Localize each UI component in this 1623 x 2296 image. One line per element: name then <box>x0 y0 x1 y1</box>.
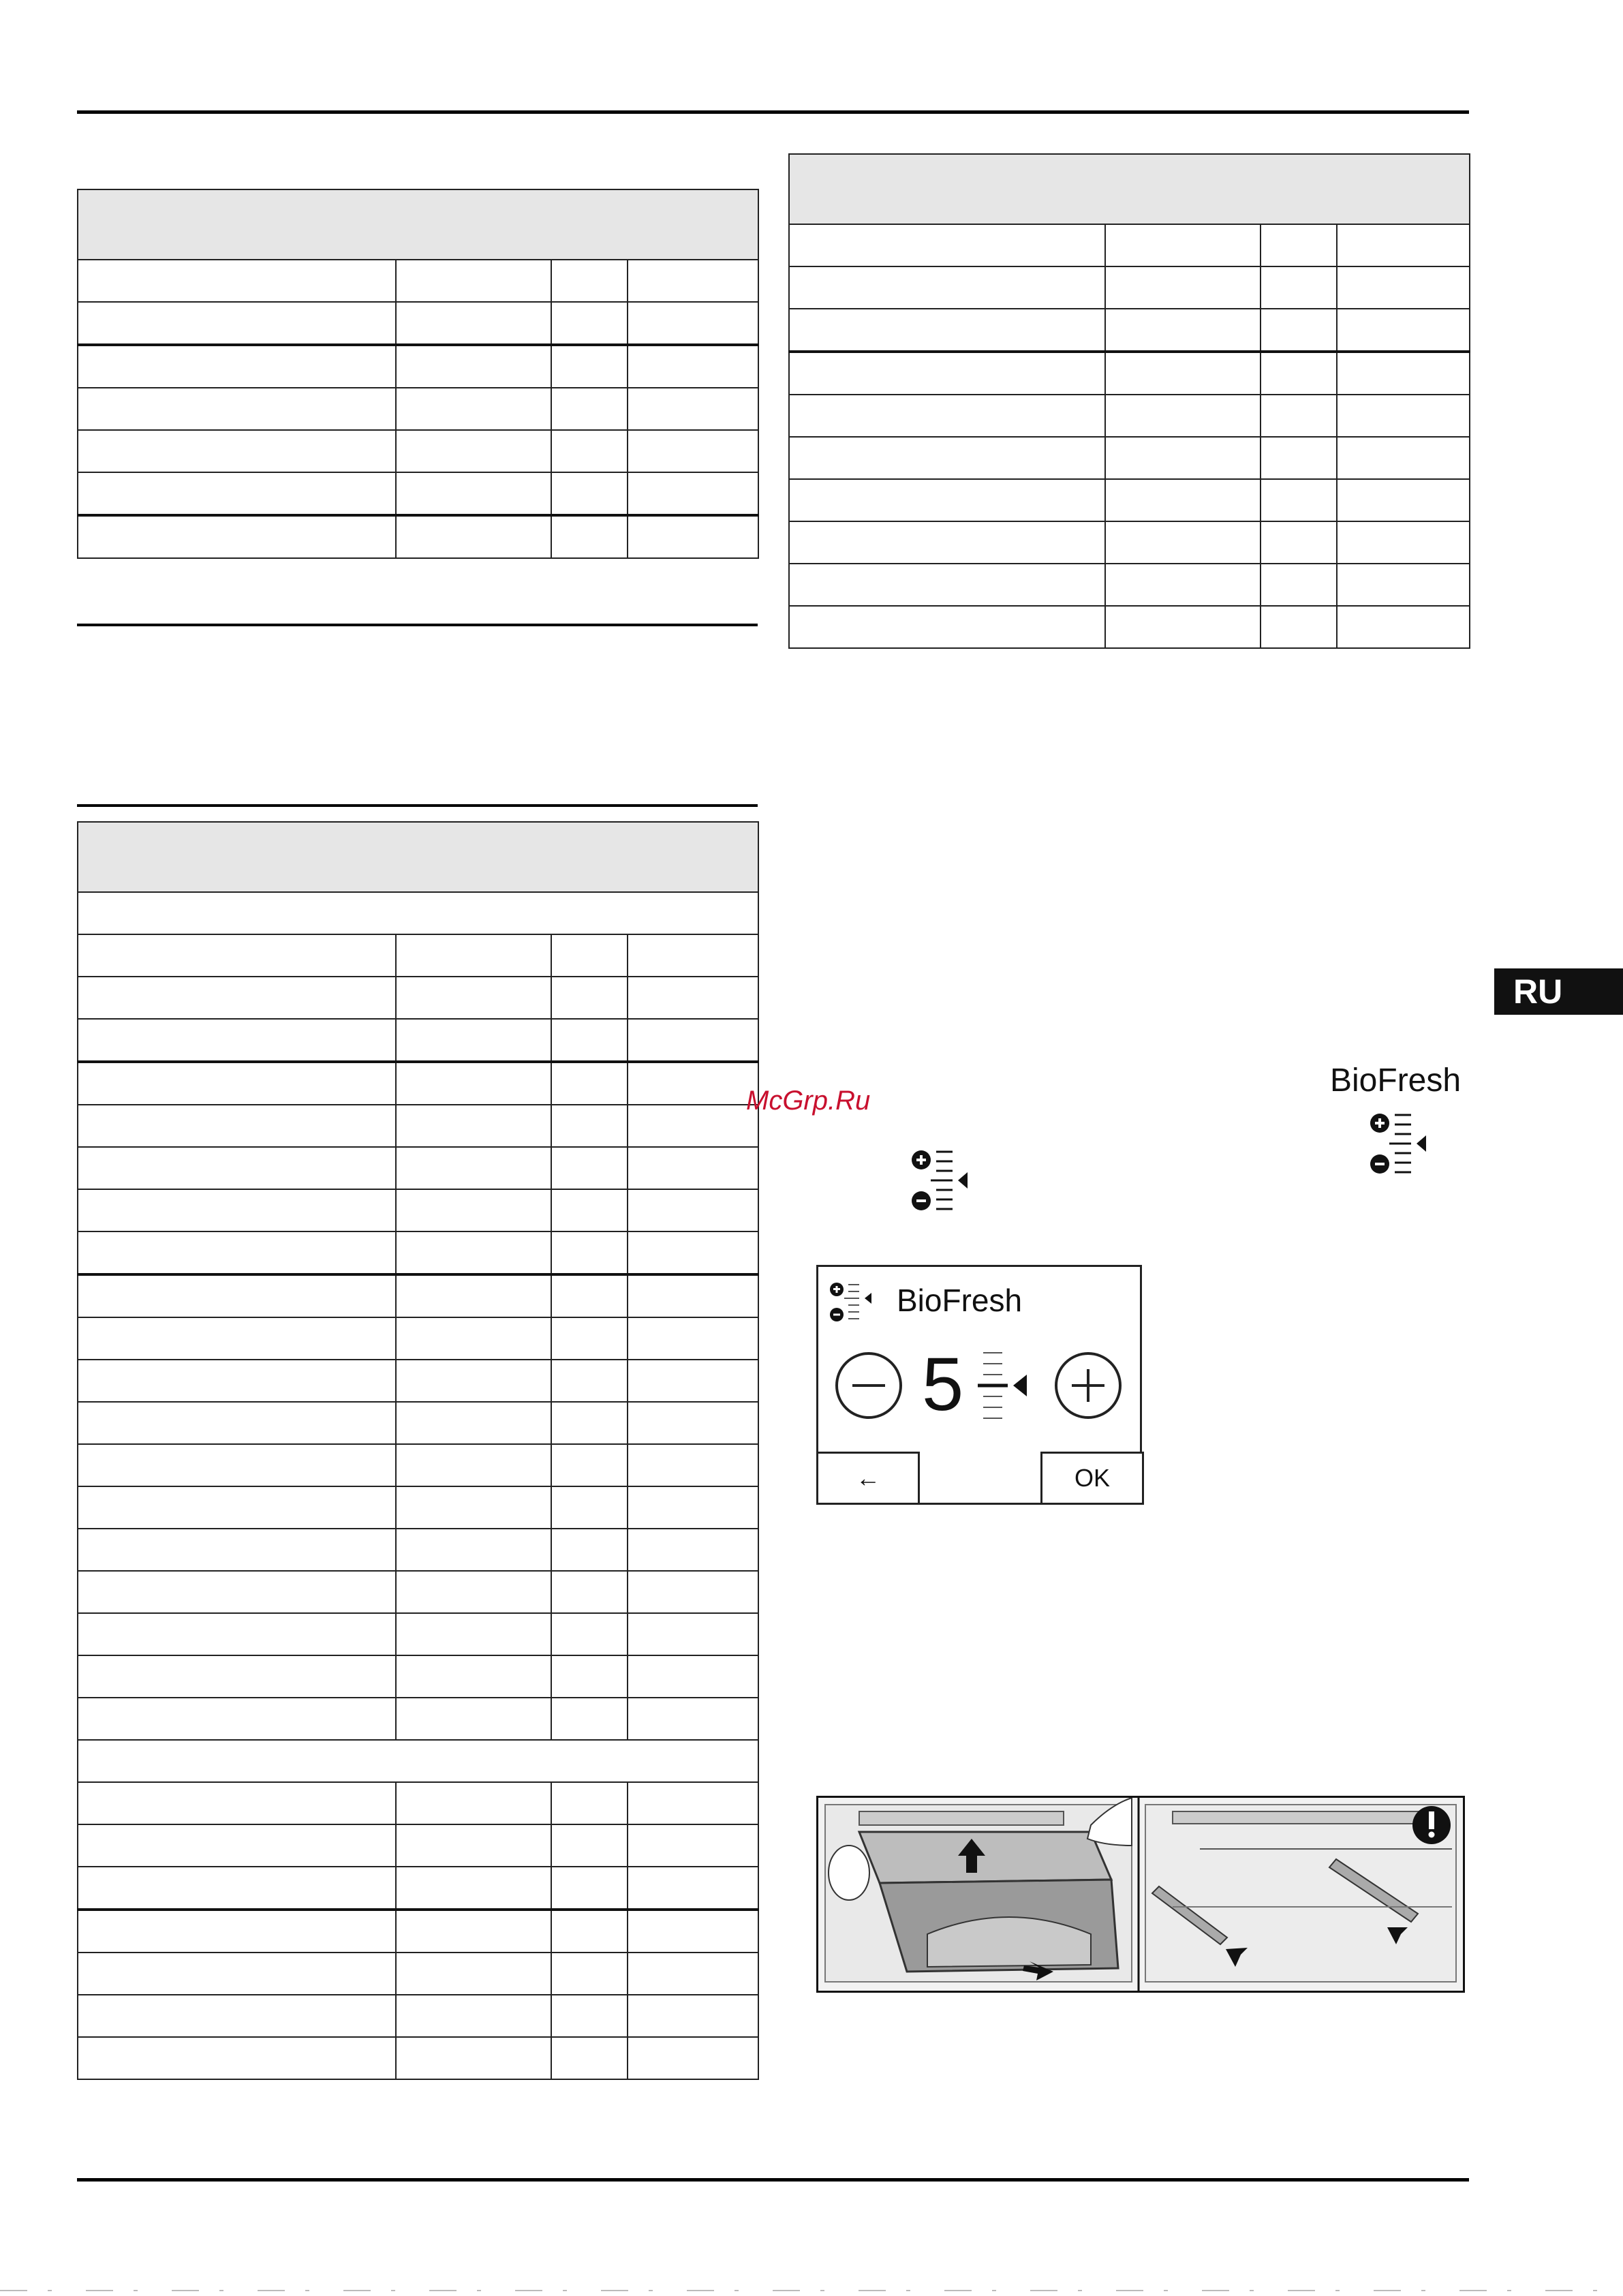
table-row <box>789 564 1470 606</box>
table-header <box>78 189 758 260</box>
plus-circle-icon[interactable] <box>1053 1350 1124 1421</box>
table-row <box>78 1698 758 1740</box>
table-row <box>789 479 1470 521</box>
table-row <box>78 934 758 977</box>
table-row <box>789 606 1470 648</box>
header-rule <box>77 110 1469 114</box>
table-row <box>78 1867 758 1910</box>
table-row <box>78 1105 758 1147</box>
table-row <box>78 1782 758 1824</box>
plus-minus-level-icon <box>909 1148 972 1213</box>
table-row <box>78 1231 758 1274</box>
ok-button[interactable]: OK <box>1040 1452 1144 1505</box>
table-row <box>78 302 758 345</box>
watermark: McGrp.Ru <box>746 1086 871 1116</box>
table-header <box>78 822 758 892</box>
back-button[interactable]: ← <box>816 1452 920 1505</box>
level-value: 5 <box>922 1343 964 1426</box>
table-row <box>78 472 758 515</box>
table-subheader <box>78 892 758 934</box>
table-row <box>78 1655 758 1698</box>
table-row <box>78 1274 758 1317</box>
table-row <box>78 1529 758 1571</box>
table-row <box>78 977 758 1019</box>
table-row <box>78 1189 758 1231</box>
table-row <box>78 1571 758 1613</box>
table-row <box>78 1953 758 1995</box>
table-row <box>78 1019 758 1062</box>
level-indicator-icon <box>975 1349 1032 1424</box>
panel-title: BioFresh <box>897 1283 1023 1318</box>
table-top-right <box>788 153 1470 649</box>
table-row <box>78 1824 758 1867</box>
table-row <box>78 1613 758 1655</box>
footer-rule <box>77 2178 1469 2182</box>
table-row <box>78 1444 758 1486</box>
section-rule-top-left <box>77 624 758 626</box>
table-row <box>78 1995 758 2037</box>
table-row <box>78 1062 758 1105</box>
table-row <box>78 345 758 388</box>
table-row <box>78 1147 758 1189</box>
table-row <box>78 430 758 472</box>
drawer-illustration <box>816 1796 1465 1993</box>
biofresh-label: BioFresh <box>1330 1062 1462 1099</box>
table-row <box>78 2037 758 2079</box>
table-row <box>78 1486 758 1529</box>
table-row <box>78 260 758 302</box>
table-row <box>78 515 758 558</box>
scan-artifact <box>0 2290 1623 2292</box>
table-row <box>789 437 1470 479</box>
table-top-left <box>77 189 759 559</box>
table-row <box>789 521 1470 564</box>
table-subheader <box>78 1740 758 1782</box>
drawer-removal-image <box>818 1798 1463 1991</box>
minus-circle-icon[interactable] <box>833 1350 904 1421</box>
table-row <box>789 266 1470 309</box>
table-row <box>789 395 1470 437</box>
table-row <box>78 1360 758 1402</box>
table-row <box>78 388 758 430</box>
table-row <box>789 309 1470 352</box>
table-row <box>789 224 1470 266</box>
table-row <box>78 1317 758 1360</box>
plus-minus-level-icon <box>1367 1111 1430 1176</box>
table-row <box>78 1910 758 1953</box>
section-rule-mid-left <box>77 804 758 807</box>
biofresh-display-panel <box>816 1265 1142 1505</box>
table-row <box>78 1402 758 1444</box>
warning-icon <box>1412 1806 1451 1844</box>
table-bottom-left <box>77 821 759 2080</box>
table-header <box>789 154 1470 224</box>
language-tab: RU <box>1494 968 1623 1015</box>
table-row <box>789 352 1470 395</box>
plus-minus-level-icon <box>828 1281 877 1324</box>
